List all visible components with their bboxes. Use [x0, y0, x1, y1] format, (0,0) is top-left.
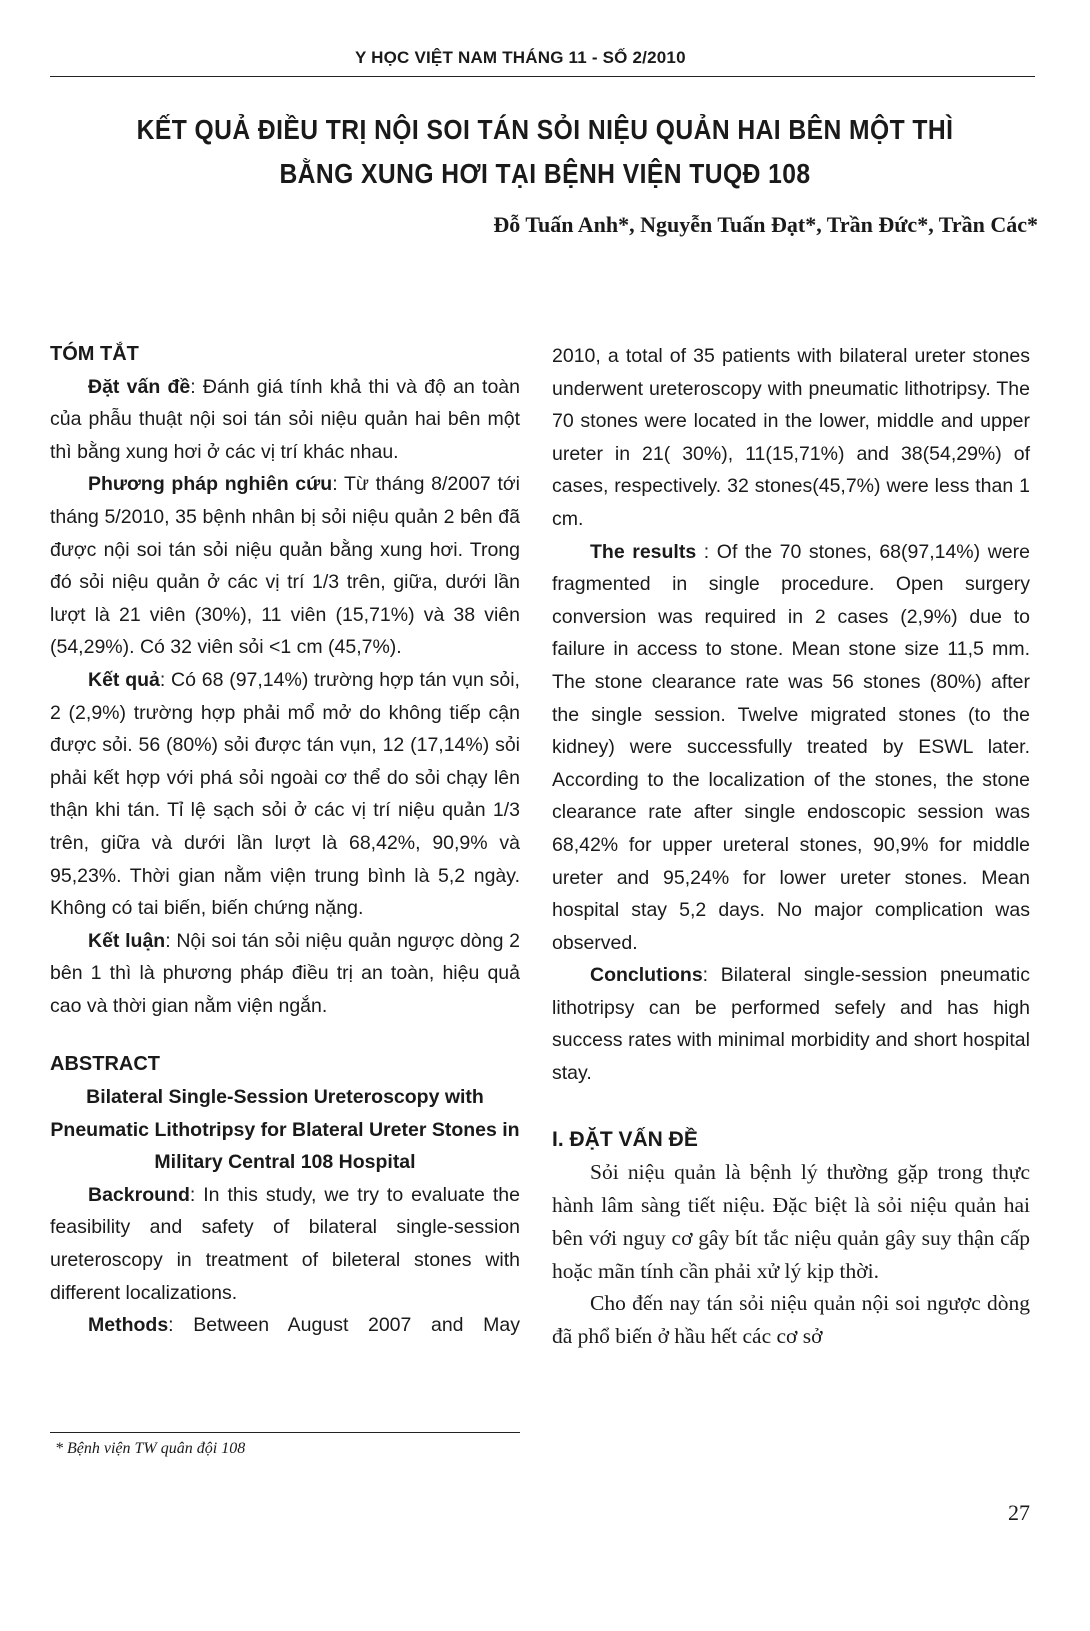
abstract-heading: ABSTRACT	[50, 1053, 160, 1076]
footnote: * Bệnh viện TW quân đội 108	[55, 1440, 246, 1457]
abstract-methods-cont: 2010, a total of 35 patients with bilateral ureter stones underwent ureteroscopy with pneumatic lithotripsy. The 70 stones were located in the lower, middle and upper ureter in 21( 30%), 11(15,71%) and 38(54,29%) of cases, respectively. 32 stones(45,7%) were less than 1 cm.	[552, 345, 1030, 530]
intro-paragraph-1: Sỏi niệu quản là bệnh lý thường gặp trong thực hành lâm sàng tiết niệu. Đặc biệt là sỏi niệu quản hai bên với nguy cơ gây bít tắc niệu quản gây suy thận cấp hoặc mãn tính cần phải xử lý kịp thời.	[552, 1160, 1030, 1283]
tom-tat-ket-luan	[50, 925, 520, 1023]
journal-header: Y HỌC VIỆT NAM THÁNG 11 - SỐ 2/2010	[355, 48, 686, 67]
tom-tat-phuong-phap	[50, 468, 520, 664]
text: : Nội soi tán sỏi niệu quản ngược dòng 2 bên 1 thì là phương pháp điều trị an toàn, hiệu quả cao và thời gian nằm viện ngắn.	[50, 929, 520, 1017]
text: : Of the 70 stones, 68(97,14%) were fragmented in single procedure. Open surgery conversion was required in 2 cases (2,9%) due to failure in access to stone. Mean stone size 11,5 mm. The stone clearance rate was 56 stones (80%) after the single session. Twelve migrated stones (to the kidney) were successfully treated by ESWL later. According to the localization of the stones, the stone clearance rate after single endoscopic session was 68,42% for upper ureteral stones, 90,9% for middle ureter and 95,24% for lower ureter stones. Mean hospital stay 5,2 days. No major complication was observed.	[552, 540, 1030, 954]
text: : Bilateral single-session pneumatic lithotripsy can be performed sefely and has high success rates with minimal morbidity and short hospital stay.	[552, 964, 1030, 1085]
left-column	[50, 338, 520, 1342]
label: Conclutions	[590, 964, 703, 987]
label: Đặt vấn đề	[88, 375, 191, 398]
abstract-conclusions	[552, 959, 1030, 1089]
title-line-1: KẾT QUẢ ĐIỀU TRỊ NỘI SOI TÁN SỎI NIỆU QUẢN HAI BÊN MỘT THÌ	[136, 114, 954, 145]
label: Backround	[88, 1183, 190, 1206]
text: : Đánh giá tính khả thi và độ an toàn của phẫu thuật nội soi tán sỏi niệu quản hai bên một thì bằng xung hơi ở các vị trí khác nhau.	[50, 375, 520, 463]
text: : Có 68 (97,14%) trường hợp tán vụn sỏi, 2 (2,9%) trường hợp phải mổ mở do không tiếp cận được sỏi. 56 (80%) sỏi được tán vụn, 12 (17,14%) sỏi phải kết hợp với phá sỏi ngoài cơ thể do sỏi chạy lên thận khi tán. Tỉ lệ sạch sỏi ở các vị trí niệu quản 1/3 trên, giữa và dưới lần lượt là 68,42%, 90,9% và 95,23%. Thời gian nằm viện trung bình là 5,2 ngày. Không có tai biến, biến chứng nặng.	[50, 668, 520, 920]
abstract-results	[552, 536, 1030, 960]
tom-tat-ket-qua	[50, 664, 520, 925]
right-column	[552, 340, 1030, 1353]
footnote-rule	[50, 1432, 520, 1433]
tom-tat-heading: TÓM TẮT	[50, 343, 139, 365]
tom-tat-dat-van-de	[50, 371, 520, 469]
label: Phương pháp nghiên cứu	[88, 473, 333, 496]
intro-heading: I. ĐẶT VẤN ĐỀ	[552, 1127, 698, 1151]
title-line-2: BẰNG XUNG HƠI TẠI BỆNH VIỆN TUQĐ 108	[279, 158, 811, 189]
page-number: 27	[1008, 1500, 1030, 1525]
text: : Between August 2007 and May	[168, 1314, 520, 1337]
label: Methods	[88, 1314, 169, 1337]
article-title	[118, 108, 972, 196]
label: Kết quả	[88, 668, 160, 691]
label: Kết luận	[88, 929, 166, 952]
header-rule	[50, 76, 1035, 77]
intro-body	[552, 1156, 1030, 1353]
intro-paragraph-2: Cho đến nay tán sỏi niệu quản nội soi ngược dòng đã phổ biến ở hầu hết các cơ sở	[552, 1291, 1030, 1349]
label: The results	[590, 540, 697, 563]
abstract-title: Bilateral Single-Session Ureteroscopy with Pneumatic Lithotripsy for Blateral Ureter Stones in Military Central 108 Hospital	[50, 1086, 520, 1174]
text: : Từ tháng 8/2007 tới tháng 5/2010, 35 bệnh nhân bị sỏi niệu quản 2 bên đã được nội soi tán sỏi niệu quản bằng xung hơi. Trong đó sỏi niệu quản ở các vị trí 1/3 trên, giữa, dưới lần lượt là 21 viên (30%), 11 viên (15,71%) và 38 viên (54,29%). Có 32 viên sỏi <1 cm (45,7%).	[50, 473, 520, 659]
abstract-background	[50, 1179, 520, 1309]
authors: Đỗ Tuấn Anh*, Nguyễn Tuấn Đạt*, Trần Đức*, Trần Các*	[493, 212, 1038, 237]
text: : In this study, we try to evaluate the feasibility and safety of bilateral single-session ureteroscopy in treatment of bileteral stones with different localizations.	[50, 1183, 520, 1304]
abstract-methods-start	[50, 1309, 520, 1342]
